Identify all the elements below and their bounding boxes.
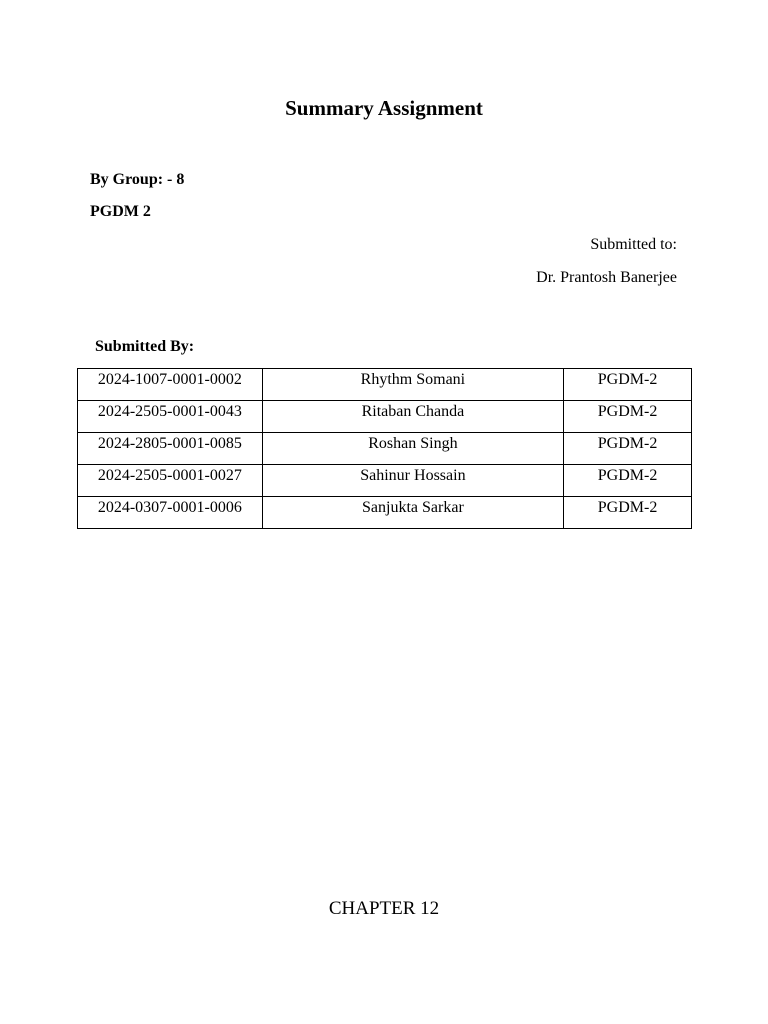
submitted-to-label: Submitted to:: [590, 236, 677, 253]
member-program: PGDM-2: [564, 433, 692, 465]
member-id: 2024-0307-0001-0006: [78, 497, 263, 529]
table-row: [78, 401, 692, 433]
group-number: By Group: - 8: [90, 171, 185, 188]
member-name: Sanjukta Sarkar: [262, 497, 563, 529]
table-row: [78, 465, 692, 497]
member-id: 2024-2805-0001-0085: [78, 433, 263, 465]
submitted-to-name: Dr. Prantosh Banerjee: [536, 269, 677, 286]
chapter-heading: CHAPTER 12: [328, 898, 440, 919]
member-name: Ritaban Chanda: [262, 401, 563, 433]
member-name: Rhythm Somani: [262, 369, 563, 401]
submitted-by-label: Submitted By:: [95, 338, 195, 355]
member-program: PGDM-2: [564, 401, 692, 433]
member-name: Roshan Singh: [262, 433, 563, 465]
member-program: PGDM-2: [564, 497, 692, 529]
member-program: PGDM-2: [564, 465, 692, 497]
members-table: [77, 368, 692, 529]
member-id: 2024-2505-0001-0027: [78, 465, 263, 497]
table-row: [78, 497, 692, 529]
member-id: 2024-2505-0001-0043: [78, 401, 263, 433]
table-row: [78, 369, 692, 401]
member-id: 2024-1007-0001-0002: [78, 369, 263, 401]
member-name: Sahinur Hossain: [262, 465, 563, 497]
member-program: PGDM-2: [564, 369, 692, 401]
document-title: Summary Assignment: [285, 96, 483, 120]
program-name: PGDM 2: [90, 203, 151, 220]
table-row: [78, 433, 692, 465]
